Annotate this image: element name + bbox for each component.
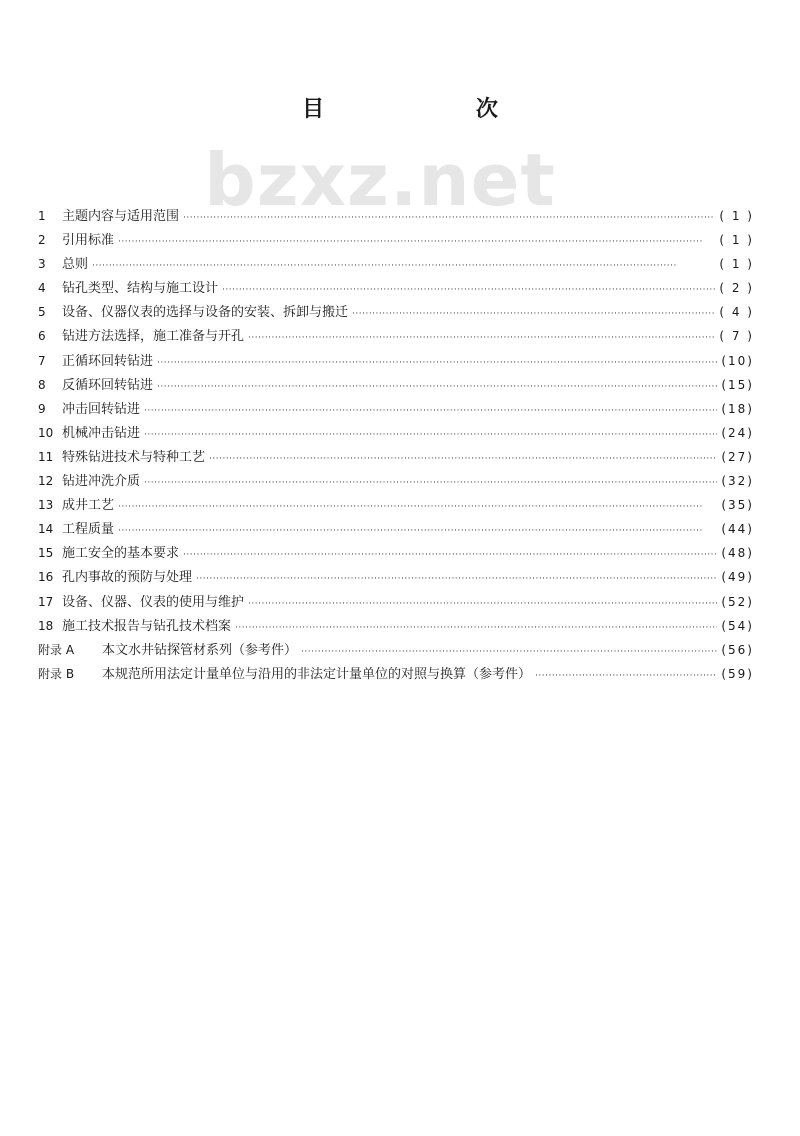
toc-entry-title: 主题内容与适用范围 (62, 209, 180, 224)
toc-entry-page: ( 2 ) (719, 281, 754, 296)
toc-entry (38, 252, 754, 276)
toc-entry-number: 15 (38, 546, 54, 561)
toc-entry-page: (52) (721, 594, 754, 609)
toc-entry-number: 2 (38, 233, 46, 248)
toc-entry-title: 设备、仪器仪表的选择与设备的安装、拆卸与搬迁 (62, 305, 349, 321)
toc-entry (38, 421, 754, 445)
toc-entry-page: (10) (721, 353, 754, 368)
toc-entry-number: 17 (38, 594, 54, 609)
dot-leader (118, 230, 715, 254)
toc-entry-number: 14 (38, 522, 54, 537)
dot-leader (144, 423, 717, 447)
dot-leader (157, 351, 717, 375)
dot-leader (118, 495, 717, 519)
dot-leader (535, 664, 717, 688)
toc-entry-number: 附录 A (38, 642, 75, 657)
toc-entry (38, 662, 754, 686)
dot-leader (301, 640, 717, 664)
toc-entry (38, 324, 754, 348)
dot-leader (352, 302, 715, 326)
toc-entry (38, 204, 754, 228)
toc-entry-page: ( 1 ) (719, 233, 754, 248)
toc-entry-title: 施工技术报告与钻孔技术档案 (62, 618, 232, 634)
toc-entry-number: 8 (38, 377, 46, 392)
toc-entry-page: (35) (721, 498, 754, 513)
toc-entry-number: 4 (38, 281, 46, 296)
toc-entry (38, 590, 754, 614)
toc-entry (38, 493, 754, 517)
toc-entry-number: 7 (38, 353, 46, 368)
dot-leader (235, 616, 717, 640)
toc-entry-title: 本规范所用法定计量单位与沿用的非法定计量单位的对照与换算（参考件） (102, 666, 532, 682)
toc-entry-number: 13 (38, 498, 54, 513)
toc-entry-title: 冲击回转钻进 (62, 401, 141, 417)
toc-entry-page: ( 1 ) (719, 257, 754, 272)
toc-entry-title: 特殊钻进技术与特种工艺 (62, 449, 206, 465)
toc-entry-number: 11 (38, 449, 54, 464)
toc-entry-title: 引用标准 (62, 233, 115, 249)
toc-entry (38, 373, 754, 397)
toc-entry-number: 1 (38, 209, 46, 223)
dot-leader (183, 543, 717, 567)
toc-entry (38, 541, 754, 565)
toc-entry-title: 本文水井钻探管材系列（参考件） (102, 642, 298, 658)
dot-leader (248, 592, 717, 616)
toc-entry-title: 施工安全的基本要求 (62, 546, 180, 562)
toc-entry (38, 638, 754, 662)
toc-entry-title: 正循环回转钻进 (62, 353, 154, 369)
toc-entry-page: (44) (721, 522, 754, 537)
dot-leader (183, 206, 715, 230)
page-title: 目 次 (302, 97, 570, 122)
dot-leader (209, 447, 717, 471)
dot-leader (196, 567, 717, 591)
toc-entry (38, 565, 754, 589)
toc-entry-title: 反循环回转钻进 (62, 377, 154, 393)
toc-entry-title: 孔内事故的预防与处理 (62, 570, 193, 586)
toc-entry-number: 16 (38, 570, 54, 585)
toc-entry-page: ( 7 ) (719, 329, 754, 344)
toc-entry-title: 钻孔类型、结构与施工设计 (62, 281, 219, 297)
toc-entry-title: 钻进方法选择，施工准备与开孔 (62, 329, 245, 345)
toc-entry-page: (54) (721, 618, 754, 633)
dot-leader (157, 375, 717, 399)
toc-entry (38, 397, 754, 421)
toc-entry-page: (27) (721, 449, 754, 464)
dot-leader (92, 254, 715, 278)
toc-entry (38, 349, 754, 373)
toc-entry (38, 445, 754, 469)
toc-entry-page: (18) (721, 401, 754, 416)
dot-leader (144, 471, 717, 495)
toc-entry-number: 5 (38, 305, 46, 320)
toc-entry (38, 614, 754, 638)
toc-entry-title: 总则 (62, 257, 89, 273)
toc-entry-number: 10 (38, 425, 54, 440)
dot-leader (118, 519, 717, 543)
toc-entry (38, 517, 754, 541)
toc-entry-title: 钻进冲洗介质 (62, 474, 141, 490)
watermark: bzxz.net (204, 138, 556, 222)
toc-entry-page: (48) (721, 546, 754, 561)
toc-entry-title: 工程质量 (62, 522, 115, 538)
table-of-contents (38, 204, 754, 686)
dot-leader (222, 278, 715, 302)
toc-entry-page: ( 1 ) (719, 209, 754, 223)
toc-entry-number: 6 (38, 329, 46, 344)
toc-entry (38, 300, 754, 324)
toc-entry-page: (15) (721, 377, 754, 392)
toc-entry-page: (24) (721, 425, 754, 440)
toc-entry-number: 18 (38, 618, 54, 633)
toc-entry (38, 276, 754, 300)
toc-entry-title: 设备、仪器、仪表的使用与维护 (62, 594, 245, 610)
toc-entry-page: (59) (721, 666, 754, 681)
dot-leader (144, 399, 717, 423)
toc-entry-page: ( 4 ) (719, 305, 754, 320)
toc-entry (38, 469, 754, 493)
toc-entry-title: 机械冲击钻进 (62, 425, 141, 441)
toc-entry-number: 9 (38, 401, 46, 416)
dot-leader (248, 326, 715, 350)
toc-entry (38, 228, 754, 252)
toc-entry-page: (32) (721, 474, 754, 489)
toc-entry-number: 附录 B (38, 666, 75, 681)
toc-entry-number: 3 (38, 257, 46, 272)
toc-entry-title: 成井工艺 (62, 498, 115, 514)
toc-entry-number: 12 (38, 474, 54, 489)
toc-entry-page: (56) (721, 642, 754, 657)
toc-entry-page: (49) (721, 570, 754, 585)
